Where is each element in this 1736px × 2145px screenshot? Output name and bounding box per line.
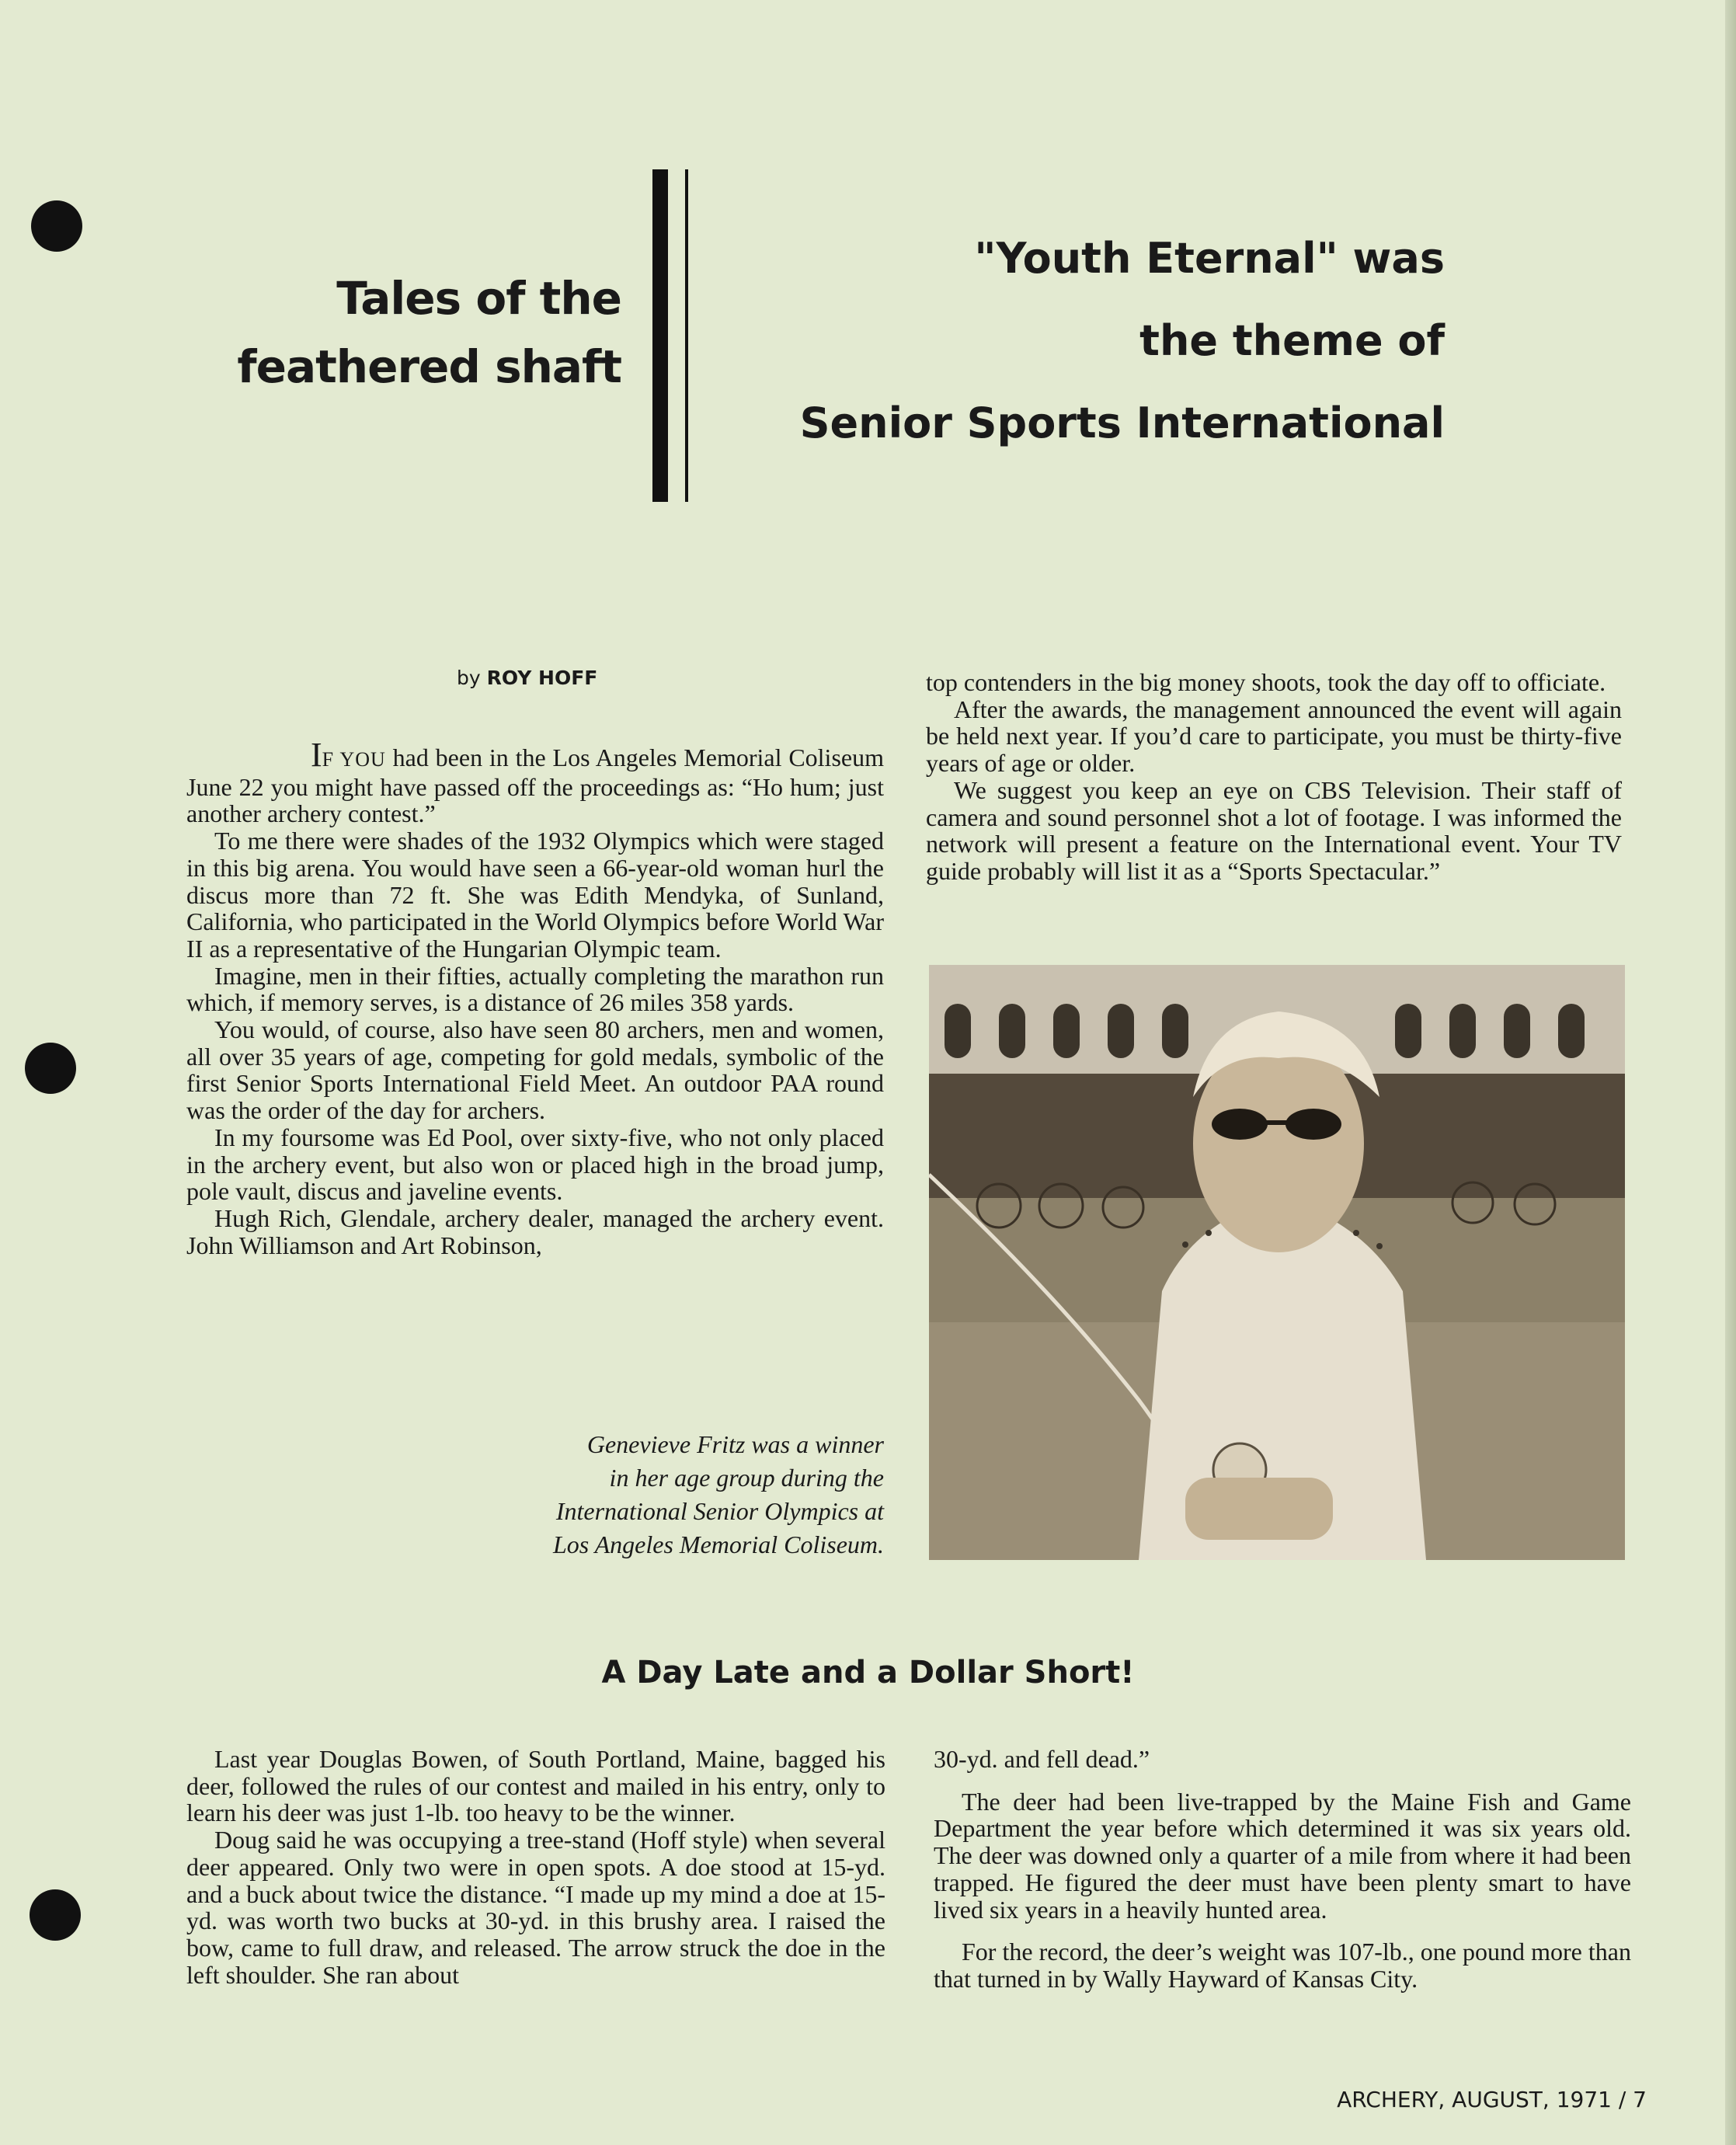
byline-prefix: by [457,667,481,689]
paragraph: Doug said he was occupying a tree-stand (Hoff style) when several deer appeared. Only two were in open spots. A doe stood at 15-yd. and a buck about twice the distance. “I made up my mind a doe at 15-yd. was worth two bucks at 30-yd. in this brushy area. I raised the bow, came to full draw, and released. The arrow struck the doe in the left shoulder. She ran about [186,1826,885,1989]
lead-smallcaps: F YOU [322,748,386,771]
column-title-line: feathered shaft [237,340,621,393]
lead-text: had been in the Los Angeles Memorial Coliseum June 22 you might have passed off the proceedings as: “Ho hum; just another archery contest.” [186,743,884,828]
paragraph: You would, of course, also have seen 80 archers, men and women, all over 35 years of age, competing for gold medals, symbolic of the first Senior Sports International Field Meet. An outdoor PAA round was the order of the day for archers. [186,1015,884,1125]
continued-paragraph: 30-yd. and fell dead.” [934,1745,1150,1773]
byline [457,667,597,689]
paragraph: In my foursome was Ed Pool, over sixty-five, who not only placed in the archery event, but also won or placed high in the broad jump, pole vault, discus and javeline events. [186,1123,884,1206]
lead-paragraph [186,736,884,828]
drop-cap: I [311,736,322,774]
title-divider-thin [685,169,688,502]
caption-line: Genevieve Fritz was a winner [586,1430,884,1458]
page-footer: ARCHERY, AUGUST, 1971 / 7 [1337,2087,1647,2112]
column-title-line: Tales of the [336,272,621,325]
paragraph: To me there were shades of the 1932 Olympics which were staged in this big arena. You would have seen a 66-year-old woman hurl the discus more than 72 ft. She was Edith Mendyka, of Sunland, California, who participated in the World Olympics before World War II as a representative of the Hungarian Olympic team. [186,827,884,963]
section-title: A Day Late and a Dollar Short! [601,1655,1135,1691]
continued-paragraph: top contenders in the big money shoots, took the day off to officiate. [926,668,1606,696]
column-title [155,264,621,401]
byline-author: ROY HOFF [486,667,598,689]
caption-line: in her age group during the [609,1464,884,1492]
caption-line: International Senior Olympics at [555,1497,884,1525]
photo-caption [435,1428,884,1562]
title-divider-thick [652,169,668,502]
article-column-2 [926,669,1622,885]
article-title-line: Senior Sports International [799,399,1445,447]
paragraph: After the awards, the management announced the event will again be held next year. If you’d care to participate, you must be thirty-five years of age or older. [926,695,1622,778]
binder-hole-bottom [30,1889,81,1941]
paragraph: We suggest you keep an eye on CBS Television. Their staff of camera and sound personnel shot a lot of footage. I was informed the network will present a feature on the International event. Your TV guide probably will list it as a “Sports Spectacular.” [926,775,1622,885]
section2-column-1 [186,1746,885,1988]
paragraph: Imagine, men in their fifties, actually completing the marathon run which, if memory serves, is a distance of 26 miles 358 yards. [186,961,884,1017]
article-title-line: the theme of [1139,316,1445,365]
archer-photo [929,965,1625,1560]
paragraph: Hugh Rich, Glendale, archery dealer, managed the archery event. John Williamson and Art Robinson, [186,1203,884,1259]
article-title-line: "Youth Eternal" was [974,234,1445,283]
section2-column-2 [934,1746,1631,1993]
paragraph: The deer had been live-trapped by the Maine Fish and Game Department the year before which determined it was six years old. The deer was downed only a quarter of a mile from where it had been trapped. He figured the deer must have been plenty smart to have lived six years in a heavily hunted area. [934,1787,1631,1924]
paragraph: Last year Douglas Bowen, of South Portland, Maine, bagged his deer, followed the rules of our contest and mailed in his entry, only to learn his deer was just 1-lb. too heavy to be the winner. [186,1745,885,1827]
caption-line: Los Angeles Memorial Coliseum. [552,1530,884,1558]
page-edge-shadow [1725,0,1736,2145]
binder-hole-middle [25,1043,76,1094]
paragraph: For the record, the deer’s weight was 107-lb., one pound more than that turned in by Wally Hayward of Kansas City. [934,1938,1631,1993]
article-title [730,218,1445,465]
article-column-1 [186,736,884,1259]
binder-hole-top [31,200,82,252]
